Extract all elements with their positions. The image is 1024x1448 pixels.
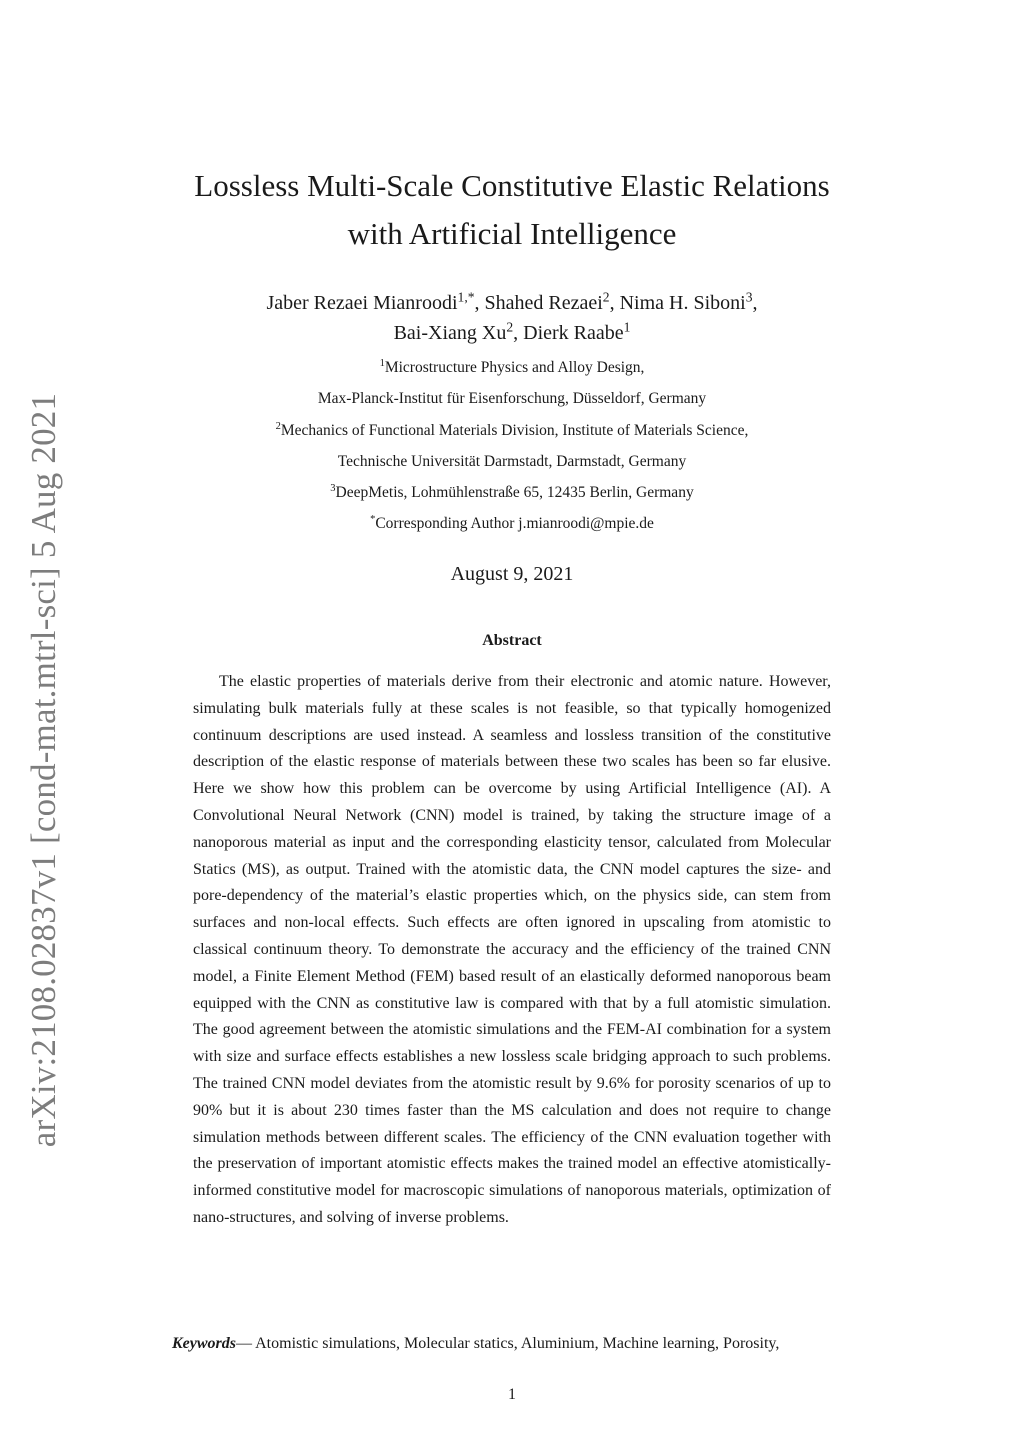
corresponding-author: *Corresponding Author j.mianroodi@mpie.de [370, 514, 654, 533]
author-name: Jaber Rezaei Mianroodi [266, 292, 458, 314]
author-line-1: Jaber Rezaei Mianroodi$^{1,*}$, Shahed Rezaei$^2$, Nima H. Siboni$^3$, [266, 289, 758, 314]
author-affil-marker: 1 [623, 319, 631, 335]
author-list [0, 288, 1024, 348]
arxiv-identifier[interactable]: arXiv:2108.02837v1 [cond-mat.mtrl-sci] 5 Aug 2021 [24, 392, 63, 1148]
affiliation-1-line-2: Max-Planck-Institut für Eisenforschung, Düsseldorf, Germany [317, 390, 707, 408]
publication-date: August 9, 2021 [450, 563, 574, 585]
title-line-1: Lossless Multi-Scale Constitutive Elastic Relations [194, 168, 830, 203]
abstract-heading: Abstract [482, 632, 542, 649]
affiliations [0, 352, 1024, 540]
author-affil-marker: 2 [506, 319, 514, 335]
paper-title [0, 162, 1024, 258]
keywords-dash: — [236, 1335, 252, 1352]
affiliation-3: $^3$DeepMetis, Lohmühlenstraße 65, 12435 Berlin, Germany [330, 483, 694, 502]
affiliation-2-line-1: $^2$Mechanics of Functional Materials Division, Institute of Materials Science, [275, 420, 749, 439]
author-name: Dierk Raabe [523, 322, 624, 344]
author-name: Bai-Xiang Xu [393, 322, 507, 344]
author-line-2: Bai-Xiang Xu$^2$, Dierk Raabe$^1$ [393, 319, 631, 344]
keywords-line [172, 1335, 892, 1353]
author-affil-marker: 1,* [457, 289, 475, 305]
author-name: Shahed Rezaei [484, 292, 603, 314]
keywords-text: Atomistic simulations, Molecular statics, Aluminium, Machine learning, Porosity, [252, 1335, 780, 1352]
affiliation-2-line-2: Technische Universität Darmstadt, Darmstadt, Germany [337, 452, 687, 470]
author-name: Nima H. Siboni [619, 292, 746, 314]
author-affil-marker: 3 [745, 289, 753, 305]
page-number: 1 [508, 1386, 516, 1403]
author-affil-marker: 2 [602, 289, 610, 305]
title-line-2: with Artificial Intelligence [347, 216, 677, 251]
abstract-body: The elastic properties of materials derive from their electronic and atomic nature. However, simulating bulk materials fully at these scales is not feasible, so that typically homogenized continuum descriptions are used instead. A seamless and lossless transition of the constitutive description of the elastic response of materials between these two scales has been so far elusive. Here we show how this problem can be overcome by using Artificial Intelligence (AI). A Convolutional Neural Network (CNN) model is trained, by taking the structure image of a nanoporous material as input and the corresponding elasticity tensor, calculated from Molecular Statics (MS), as output. Trained with the atomistic data, the CNN model captures the size- and pore-dependency of the material’s elastic properties which, on the physics side, can stem from surfaces and non-local effects. Such effects are often ignored in upscaling from atomistic to classical continuum theory. To demonstrate the accuracy and the efficiency of the trained CNN model, a Finite Element Method (FEM) based result of an elastically deformed nanoporous beam equipped with the CNN as constitutive law is compared with that by a full atomistic simulation. The good agreement between the atomistic simulations and the FEM-AI combination for a system with size and surface effects establishes a new lossless scale bridging approach to such problems. The trained CNN model deviates from the atomistic result by 9.6% for porosity scenarios of up to 90% but it is about 230 times faster than the MS calculation and does not require to change simulation methods between different scales. The efficiency of the CNN evaluation together with the preservation of important atomistic effects makes the trained model an effective atomistically-informed constitutive model for macroscopic simulations of nanoporous materials, optimization of nano-structures, and solving of inverse problems. [193, 673, 831, 1226]
affiliation-1-line-1: $^1$Microstructure Physics and Alloy Design, [379, 358, 645, 376]
keywords-label: Keywords [172, 1335, 236, 1352]
